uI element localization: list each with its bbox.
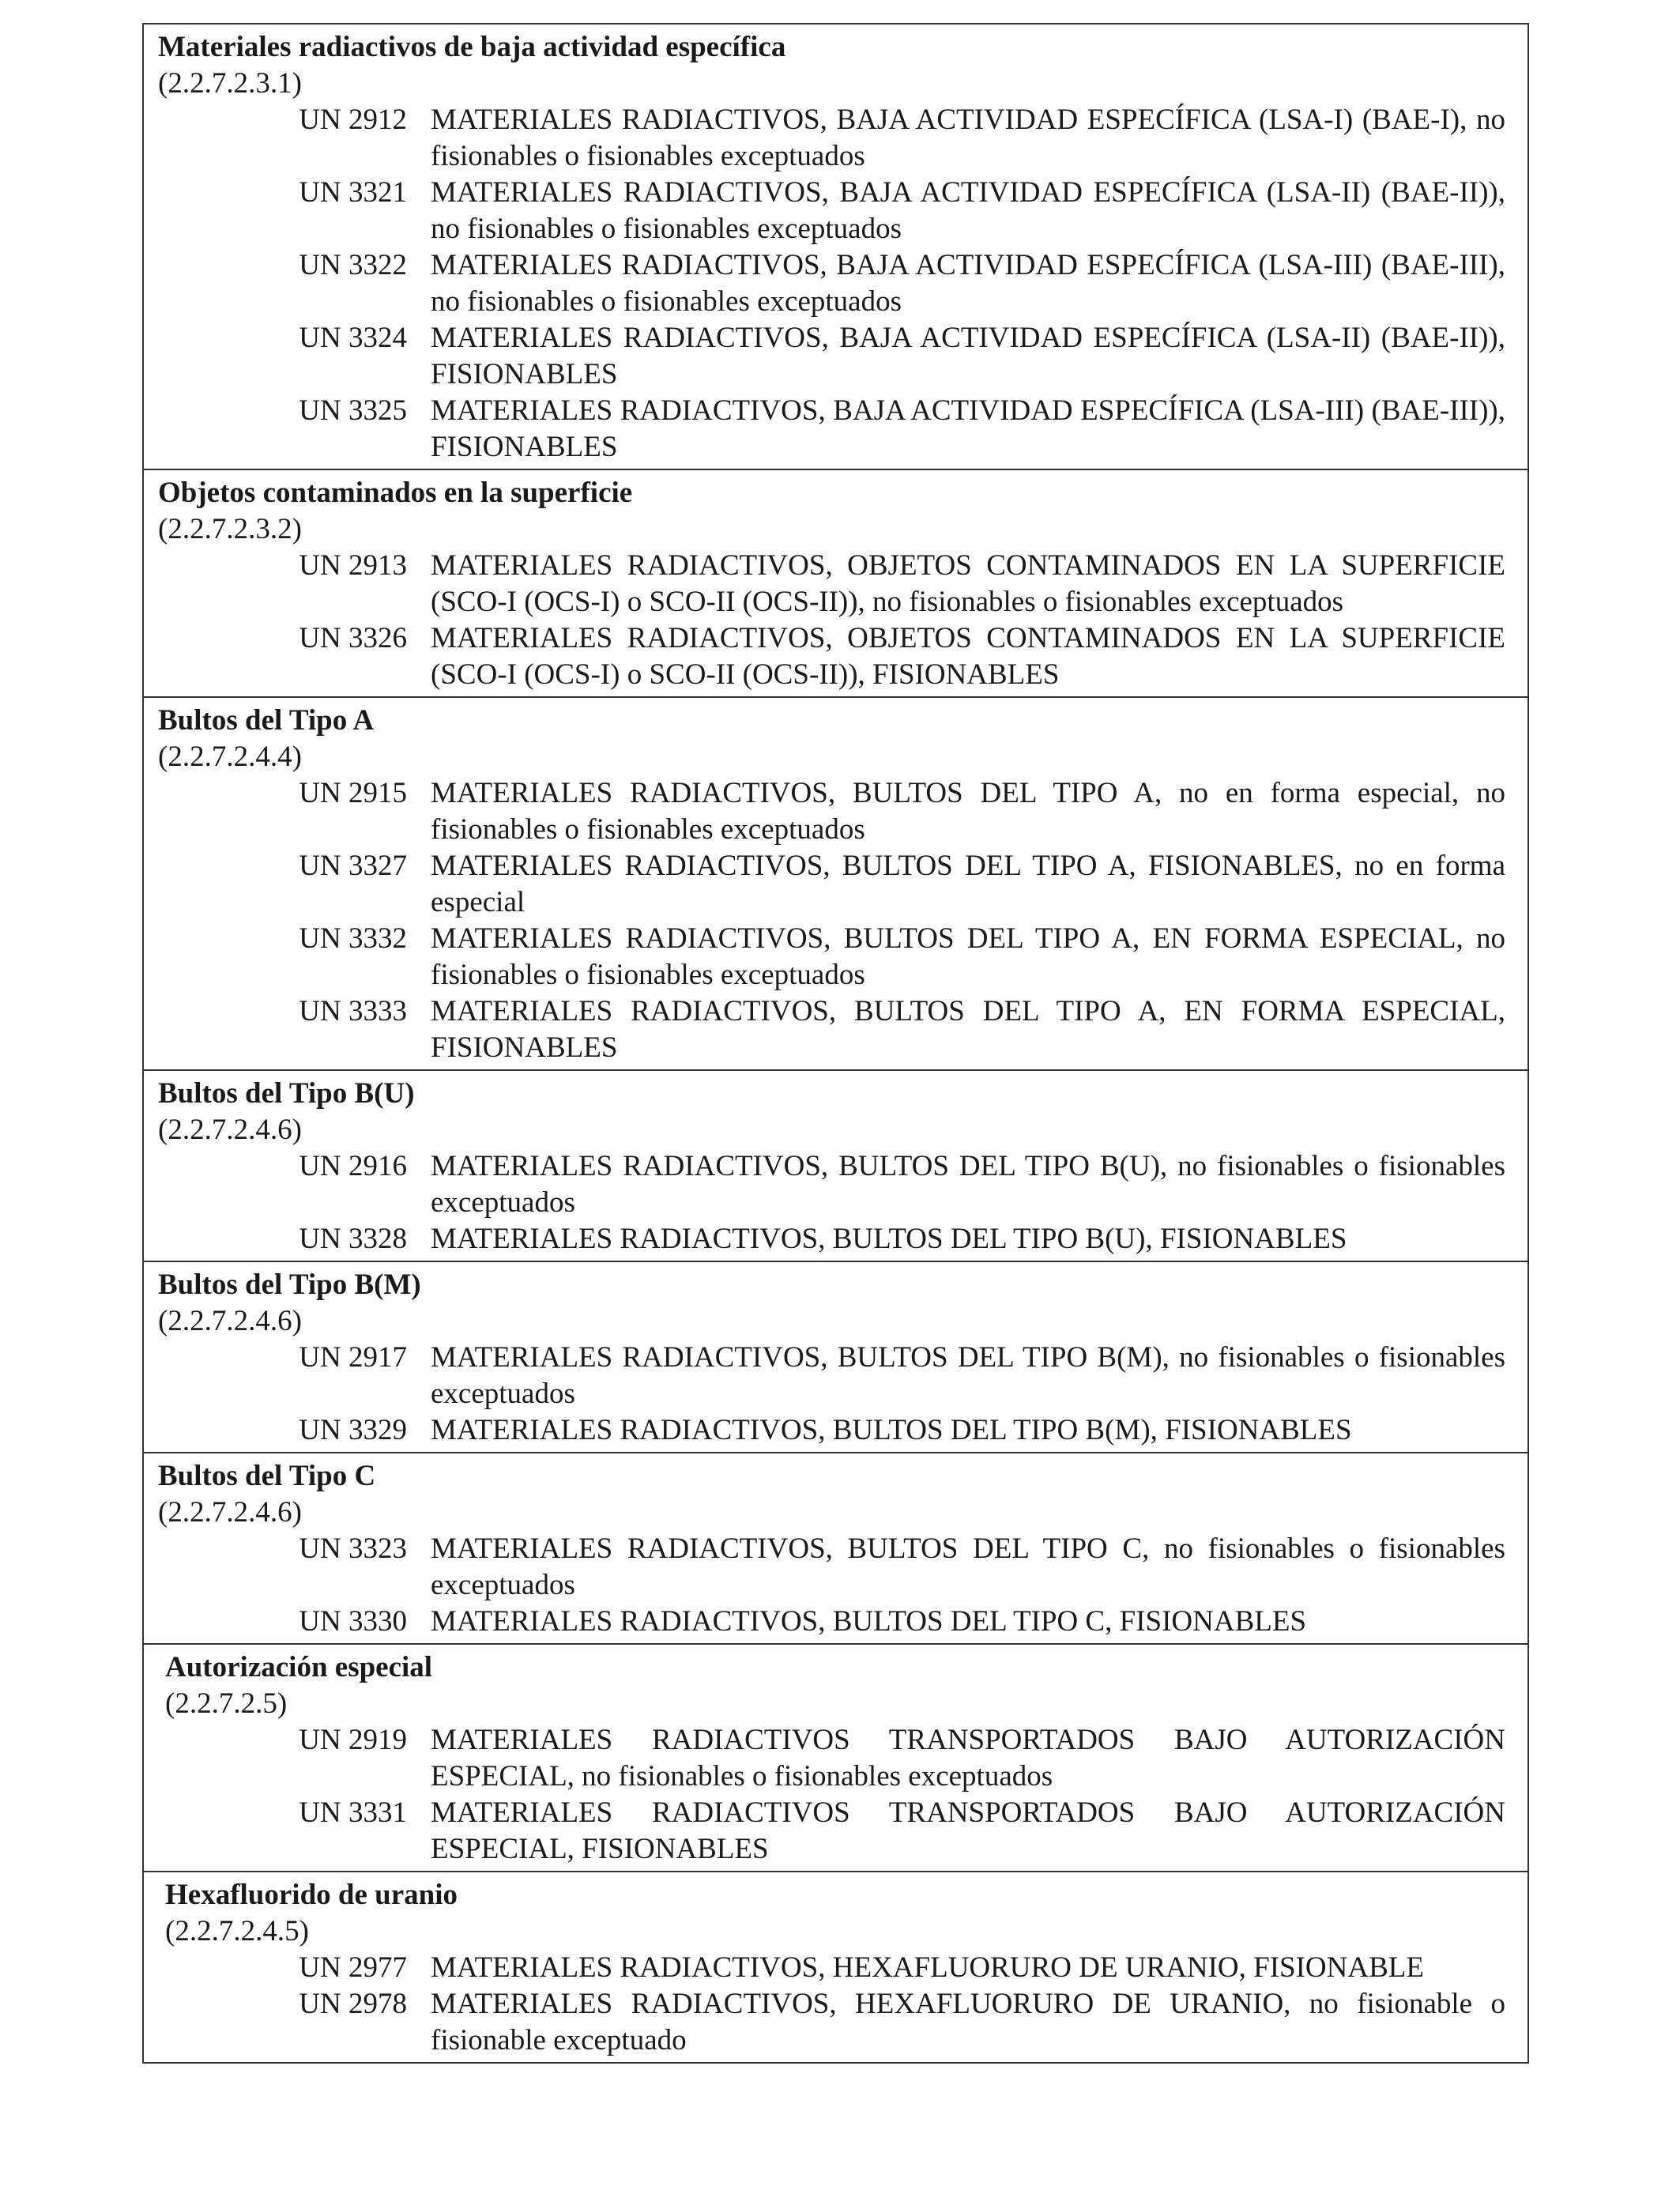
section-reference: (2.2.7.2.4.5) [165,1915,309,1947]
entry-description: MATERIALES RADIACTIVOS, HEXAFLUORURO DE URANIO, no fisionable o fisionable exceptuado [431,1988,1505,2056]
entry-row [158,1412,1505,1449]
section-bultos-tipo-bu [144,1069,1527,1261]
section-reference: (2.2.7.2.3.1) [158,67,302,100]
section-bultos-tipo-bm [144,1261,1527,1452]
entry-row [158,1340,1505,1412]
entry-description: MATERIALES RADIACTIVOS, OBJETOS CONTAMINADOS EN LA SUPERFICIE (SCO-I (OCS-I) o SCO-II (OCS-II)), FISIONABLES [431,622,1505,691]
entry-description: MATERIALES RADIACTIVOS, BULTOS DEL TIPO C, no fisionables o fisionables exceptuados [431,1532,1505,1601]
section-title: Materiales radiactivos de baja actividad específica [158,31,786,63]
un-code: UN 2916 [299,1150,407,1182]
un-code: UN 3333 [299,995,407,1027]
un-code: UN 3332 [299,922,407,955]
entry-description: MATERIALES RADIACTIVOS, BULTOS DEL TIPO B(M), FISIONABLES [431,1414,1352,1446]
entry-description: MATERIALES RADIACTIVOS, BAJA ACTIVIDAD ESPECÍFICA (LSA-III) (BAE-III)), FISIONABLES [431,394,1505,463]
entry-row [158,247,1505,320]
section-reference: (2.2.7.2.4.6) [158,1496,302,1529]
entry-description: MATERIALES RADIACTIVOS, BULTOS DEL TIPO B(U), FISIONABLES [431,1223,1347,1255]
entry-row [158,921,1505,993]
entry-description: MATERIALES RADIACTIVOS, BAJA ACTIVIDAD ESPECÍFICA (LSA-II) (BAE-II)), no fisionables o fisionables exceptuados [431,176,1505,245]
entry-description: MATERIALES RADIACTIVOS, BULTOS DEL TIPO A, EN FORMA ESPECIAL, no fisionables o fisionables exceptuados [431,922,1505,991]
section-title: Hexafluorido de uranio [165,1879,458,1911]
section-autorizacion-especial [144,1643,1527,1871]
entry-row [158,1795,1505,1868]
un-code: UN 2917 [299,1341,407,1374]
section-title: Bultos del Tipo C [158,1460,376,1492]
section-reference: (2.2.7.2.4.6) [158,1305,302,1337]
entry-description: MATERIALES RADIACTIVOS, BULTOS DEL TIPO C, FISIONABLES [431,1605,1307,1638]
entry-row [158,1531,1505,1604]
section-bultos-tipo-a [144,696,1527,1069]
un-code: UN 2977 [299,1951,407,1984]
entry-row [158,993,1505,1066]
entry-row [158,102,1505,175]
un-code: UN 2919 [299,1724,407,1756]
un-code: UN 3323 [299,1532,407,1565]
section-reference: (2.2.7.2.5) [165,1687,288,1720]
un-code: UN 3331 [299,1796,407,1829]
un-code: UN 3324 [299,322,407,354]
section-bultos-tipo-c [144,1452,1527,1643]
entry-description: MATERIALES RADIACTIVOS TRANSPORTADOS BAJO AUTORIZACIÓN ESPECIAL, no fisionables o fisionables exceptuados [431,1724,1505,1793]
section-title: Bultos del Tipo B(U) [158,1077,415,1110]
section-reference: (2.2.7.2.3.2) [158,513,302,545]
un-code: UN 2913 [299,549,407,582]
un-code: UN 3330 [299,1605,407,1638]
un-code: UN 2978 [299,1988,407,2020]
entry-row [158,848,1505,921]
un-number-table [142,23,1529,2064]
entry-row [158,620,1505,693]
section-baja-actividad [144,25,1527,469]
entry-row [158,393,1505,466]
un-code: UN 3322 [299,249,407,281]
entry-row [158,775,1505,848]
entry-description: MATERIALES RADIACTIVOS, BULTOS DEL TIPO A, no en forma especial, no fisionables o fisionables exceptuados [431,777,1505,846]
entry-description: MATERIALES RADIACTIVOS, BULTOS DEL TIPO A, EN FORMA ESPECIAL, FISIONABLES [431,995,1505,1064]
entry-description: MATERIALES RADIACTIVOS, OBJETOS CONTAMINADOS EN LA SUPERFICIE (SCO-I (OCS-I) o SCO-II (OCS-II)), no fisionables o fisionables exceptuados [431,549,1505,618]
entry-row [158,320,1505,393]
entry-description: MATERIALES RADIACTIVOS, BAJA ACTIVIDAD ESPECÍFICA (LSA-III) (BAE-III), no fisionables o fisionables exceptuados [431,249,1505,318]
entry-row [158,1986,1505,2059]
entry-description: MATERIALES RADIACTIVOS TRANSPORTADOS BAJO AUTORIZACIÓN ESPECIAL, FISIONABLES [431,1796,1505,1865]
entry-description: MATERIALES RADIACTIVOS, BULTOS DEL TIPO B(M), no fisionables o fisionables exceptuados [431,1341,1505,1410]
entry-description: MATERIALES RADIACTIVOS, BAJA ACTIVIDAD ESPECÍFICA (LSA-II) (BAE-II)), FISIONABLES [431,322,1505,390]
un-code: UN 2912 [299,104,407,136]
entry-description: MATERIALES RADIACTIVOS, BULTOS DEL TIPO A, FISIONABLES, no en forma especial [431,850,1505,918]
entry-row [158,175,1505,247]
section-reference: (2.2.7.2.4.6) [158,1114,302,1146]
section-title: Objetos contaminados en la superficie [158,477,633,509]
entry-row [158,1722,1505,1795]
entry-description: MATERIALES RADIACTIVOS, HEXAFLUORURO DE URANIO, FISIONABLE [431,1951,1424,1984]
un-code: UN 2915 [299,777,407,809]
entry-row [158,548,1505,620]
section-hexafluoruro-uranio [144,1871,1527,2062]
section-title: Bultos del Tipo A [158,704,375,737]
un-code: UN 3329 [299,1414,407,1446]
entry-row [158,1221,1505,1257]
entry-row [158,1604,1505,1640]
section-title: Bultos del Tipo B(M) [158,1269,421,1301]
entry-row [158,1148,1505,1221]
un-code: UN 3321 [299,176,407,209]
un-code: UN 3328 [299,1223,407,1255]
section-reference: (2.2.7.2.4.4) [158,741,302,773]
un-code: UN 3325 [299,394,407,427]
entry-description: MATERIALES RADIACTIVOS, BAJA ACTIVIDAD ESPECÍFICA (LSA-I) (BAE-I), no fisionables o fisionables exceptuados [431,104,1505,172]
un-code: UN 3326 [299,622,407,654]
entry-description: MATERIALES RADIACTIVOS, BULTOS DEL TIPO B(U), no fisionables o fisionables exceptuados [431,1150,1505,1219]
entry-row [158,1950,1505,1986]
section-objetos-contaminados [144,469,1527,696]
section-title: Autorización especial [165,1651,433,1683]
un-code: UN 3327 [299,850,407,882]
